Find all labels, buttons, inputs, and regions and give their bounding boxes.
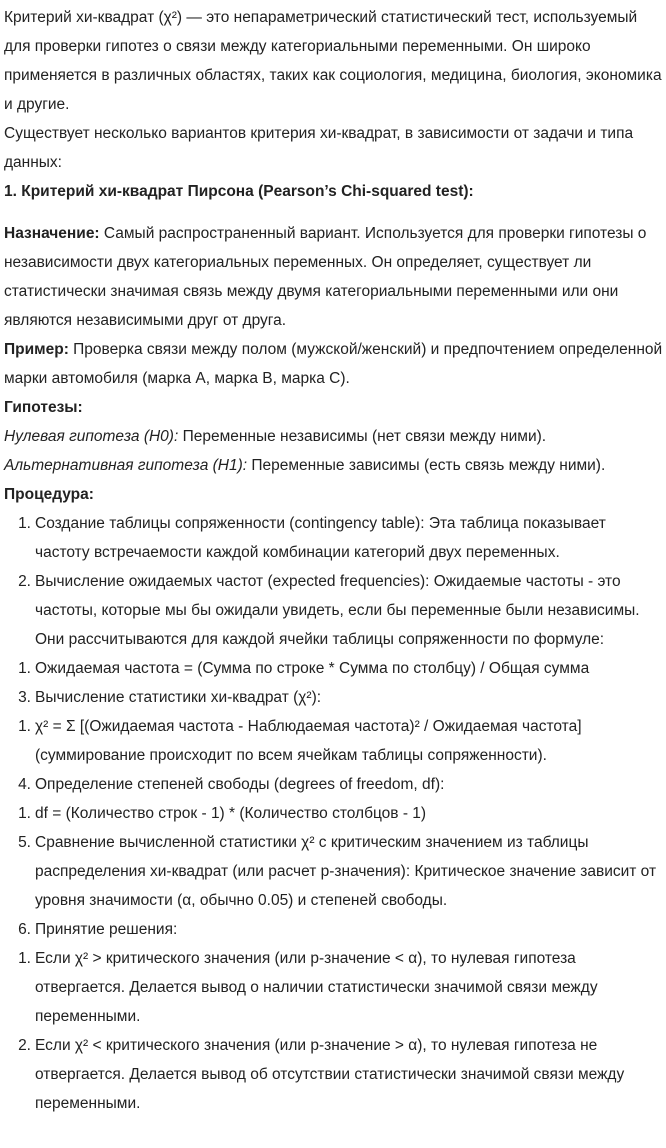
list-item <box>4 654 663 683</box>
h0-line <box>4 422 663 451</box>
spacer <box>4 206 663 219</box>
list-number: 2. <box>18 1037 31 1054</box>
list-number: 1. <box>18 515 31 532</box>
list-number: 6. <box>18 921 31 938</box>
list-number: 1. <box>18 718 31 735</box>
intro-paragraph: Критерий хи-квадрат (χ²) — это непараметрический статистический тест, используемый для проверки гипотез о связи между категориальными переменными. Он широко применяется в различных областях, таких как социология, медицина, биология, экономика и другие. <box>4 9 662 113</box>
list-text: Вычисление ожидаемых частот (expected frequencies): Ожидаемые частоты - это частоты, которые мы бы ожидали увидеть, если бы переменные были независимы. Они рассчитываются для каждой ячейки таблицы сопряженности по формуле: <box>35 573 640 648</box>
list-number: 1. <box>18 660 31 677</box>
list-item <box>4 828 663 915</box>
list-text: Если χ² > критического значения (или p-значение < α), то нулевая гипотеза отвергается. Делается вывод о наличии статистически значимой связи между переменными. <box>35 950 598 1025</box>
list-text: Сравнение вычисленной статистики χ² с критическим значением из таблицы распределения хи-квадрат (или расчет p-значения): Критическое значение зависит от уровня значимости (α, обычно 0.05) и степеней свободы. <box>35 834 657 909</box>
h1-text: Переменные зависимы (есть связь между ними). <box>247 457 606 474</box>
list-number: 2. <box>18 573 31 590</box>
section-heading: 1. Критерий хи-квадрат Пирсона (Pearson’s Chi-squared test): <box>4 183 474 200</box>
purpose-label: Назначение: <box>4 225 100 242</box>
list-item <box>4 509 663 567</box>
list-item <box>4 1031 663 1118</box>
list-text: Ожидаемая частота = (Сумма по строке * Сумма по столбцу) / Общая сумма <box>35 660 590 677</box>
intro-variants-paragraph: Существует несколько вариантов критерия хи-квадрат, в зависимости от задачи и типа данных: <box>4 125 634 171</box>
h0-label: Нулевая гипотеза (H0): <box>4 428 179 445</box>
list-text: Принятие решения: <box>35 921 178 938</box>
list-item <box>4 683 663 712</box>
list-number: 1. <box>18 805 31 822</box>
list-item <box>4 915 663 944</box>
h1-line <box>4 451 663 480</box>
h1-label: Альтернативная гипотеза (H1): <box>4 457 248 474</box>
list-text: χ² = Σ [(Ожидаемая частота - Наблюдаемая частота)² / Ожидаемая частота] (суммирование происходит по всем ячейкам таблицы сопряженности). <box>35 718 582 764</box>
list-item <box>4 799 663 828</box>
list-number: 5. <box>18 834 31 851</box>
hypotheses-label: Гипотезы: <box>4 399 83 416</box>
list-number: 3. <box>18 689 31 706</box>
list-text: Если χ² < критического значения (или p-значение > α), то нулевая гипотеза не отвергается. Делается вывод об отсутствии статистически значимой связи между переменными. <box>35 1037 625 1112</box>
example-text: Проверка связи между полом (мужской/женский) и предпочтением определенной марки автомобиля (марка A, марка B, марка C). <box>4 341 663 387</box>
example-label: Пример: <box>4 341 69 358</box>
list-item <box>4 567 663 654</box>
purpose-paragraph <box>4 219 663 335</box>
list-item <box>4 770 663 799</box>
list-number: 1. <box>18 950 31 967</box>
h0-text: Переменные независимы (нет связи между ними). <box>178 428 547 445</box>
list-number: 4. <box>18 776 31 793</box>
purpose-text: Самый распространенный вариант. Используется для проверки гипотезы о независимости двух категориальных переменных. Он определяет, существует ли статистически значимая связь между двумя категориальными переменными или они являются независимыми друг от друга. <box>4 225 647 329</box>
list-text: Вычисление статистики хи-квадрат (χ²): <box>35 689 322 706</box>
example-paragraph <box>4 335 663 393</box>
procedure-label: Процедура: <box>4 486 94 503</box>
list-item <box>4 944 663 1031</box>
list-text: Определение степеней свободы (degrees of freedom, df): <box>35 776 445 793</box>
list-text: Создание таблицы сопряженности (contingency table): Эта таблица показывает частоту встречаемости каждой комбинации категорий двух переменных. <box>35 515 606 561</box>
list-text: df = (Количество строк - 1) * (Количество столбцов - 1) <box>35 805 427 822</box>
list-item <box>4 712 663 770</box>
